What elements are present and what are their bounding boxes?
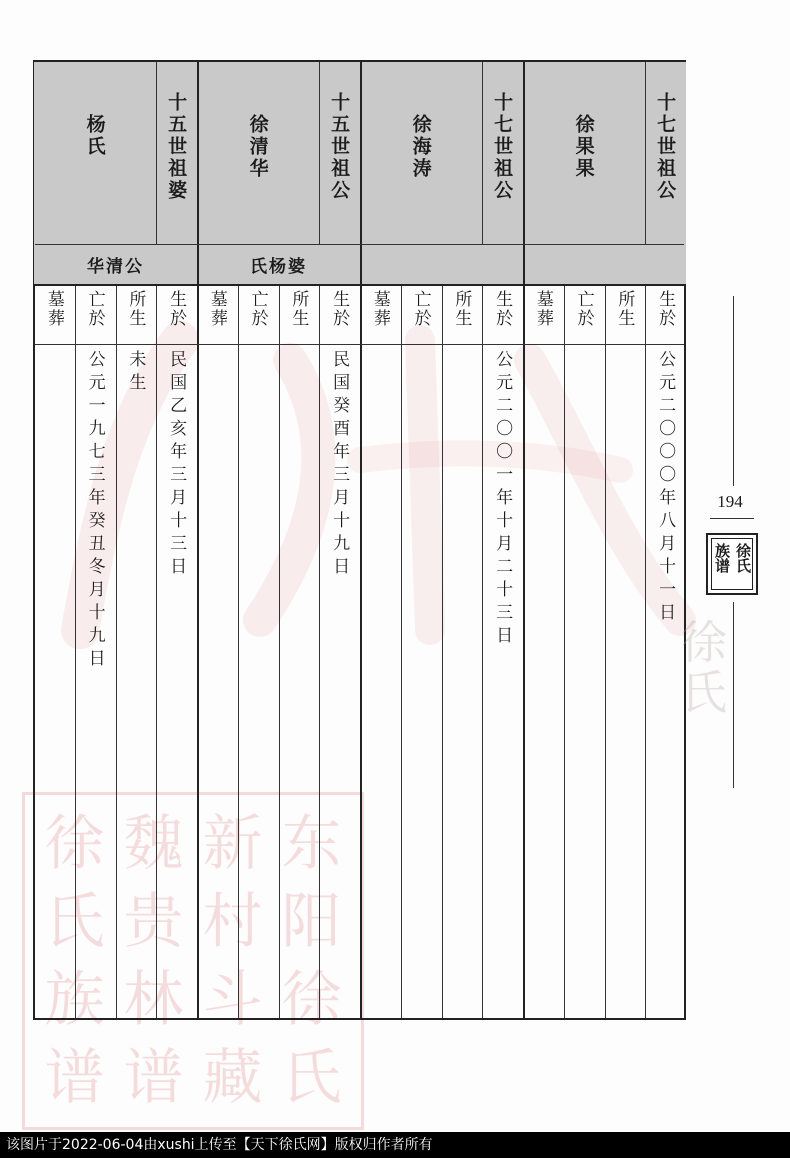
- row-divider: [35, 344, 684, 345]
- block-divider: [197, 62, 199, 1018]
- person-name: 徐果果: [572, 114, 595, 180]
- generation-title: 十七世祖公: [491, 92, 514, 202]
- person-name: 徐清华: [246, 114, 269, 180]
- field-label: 所生: [288, 290, 309, 328]
- block-divider: [360, 62, 362, 1018]
- seal-glyph: 谱: [44, 1043, 105, 1113]
- seal-glyph: 魏: [123, 809, 184, 879]
- seal-glyph: 新: [202, 809, 263, 879]
- field-divider: [116, 284, 117, 1018]
- field-divider: [442, 284, 443, 1018]
- field-label: 墓葬: [206, 290, 227, 328]
- seal-glyph: 东: [281, 809, 342, 879]
- person-name: 徐海涛: [409, 114, 432, 180]
- page-number: 194: [717, 492, 743, 511]
- seal-glyph: 林: [123, 965, 184, 1035]
- field-label: 墓葬: [43, 290, 64, 328]
- field-divider: [238, 284, 239, 1018]
- field-divider: [482, 284, 483, 1018]
- margin-rule-top: [733, 296, 734, 486]
- field-value: 公元二〇〇〇年八月十一日: [655, 350, 676, 626]
- row-divider: [35, 284, 684, 286]
- field-label: 所生: [451, 290, 472, 328]
- field-divider: [605, 284, 606, 1018]
- field-divider: [401, 284, 402, 1018]
- field-label: 墓葬: [369, 290, 390, 328]
- side-watermark: 徐氏: [674, 618, 728, 718]
- seal-glyph: 阳: [281, 887, 342, 957]
- seal-glyph: 族: [44, 965, 105, 1035]
- spouse-header: 华清公: [87, 256, 144, 277]
- field-divider: [319, 284, 320, 1018]
- upload-footer: 该图片于2022-06-04由xushi上传至【天下徐氏网】版权归作者所有: [0, 1132, 790, 1158]
- field-label: 墓葬: [532, 290, 553, 328]
- field-value: 民国癸酉年三月十九日: [329, 350, 350, 580]
- book-title-badge: [706, 533, 758, 595]
- seal-glyph: 徐: [281, 965, 342, 1035]
- field-label: 所生: [125, 290, 146, 328]
- column-divider: [482, 62, 483, 244]
- person-name: 杨氏: [83, 114, 106, 158]
- field-label: 生於: [655, 290, 676, 328]
- field-divider: [279, 284, 280, 1018]
- field-label: 亡於: [247, 290, 268, 328]
- genealogy-table: [33, 60, 686, 1020]
- column-divider: [645, 62, 646, 244]
- column-divider: [319, 62, 320, 244]
- generation-title: 十五世祖婆: [165, 92, 188, 202]
- field-label: 亡於: [573, 290, 594, 328]
- seal-glyph: 谱: [123, 1043, 184, 1113]
- generation-title: 十七世祖公: [654, 92, 677, 202]
- seal-glyph: 氏: [44, 887, 105, 957]
- page-number-rule: [710, 518, 754, 519]
- spouse-header: [523, 244, 686, 284]
- field-value: 民国乙亥年三月十三日: [166, 350, 187, 580]
- row-divider: [35, 244, 684, 245]
- seal-glyph: 贵: [123, 887, 184, 957]
- field-divider: [156, 284, 157, 1018]
- field-label: 生於: [492, 290, 513, 328]
- field-label: 亡於: [410, 290, 431, 328]
- block-divider: [523, 62, 525, 1018]
- seal-glyph: 藏: [202, 1043, 263, 1113]
- seal-glyph: 徐: [44, 809, 105, 879]
- field-divider: [75, 284, 76, 1018]
- field-divider: [645, 284, 646, 1018]
- field-divider: [564, 284, 565, 1018]
- column-divider: [156, 62, 157, 244]
- seal-glyph: 斗: [202, 965, 263, 1035]
- spouse-header: [360, 244, 523, 284]
- field-value: 公元一九七三年癸丑冬月十九日: [84, 350, 105, 672]
- field-label: 生於: [329, 290, 350, 328]
- field-value: 公元二〇〇一年十月二十三日: [492, 350, 513, 649]
- seal-glyph: 氏: [281, 1043, 342, 1113]
- badge-text-left: 族谱: [713, 543, 731, 573]
- field-label: 亡於: [84, 290, 105, 328]
- field-value: 未生: [125, 350, 146, 396]
- spouse-header: 氏杨婆: [250, 256, 307, 277]
- seal-glyph: 村: [202, 887, 263, 957]
- generation-title: 十五世祖公: [328, 92, 351, 202]
- badge-text-right: 徐氏: [734, 543, 752, 573]
- field-label: 所生: [614, 290, 635, 328]
- field-label: 生於: [166, 290, 187, 328]
